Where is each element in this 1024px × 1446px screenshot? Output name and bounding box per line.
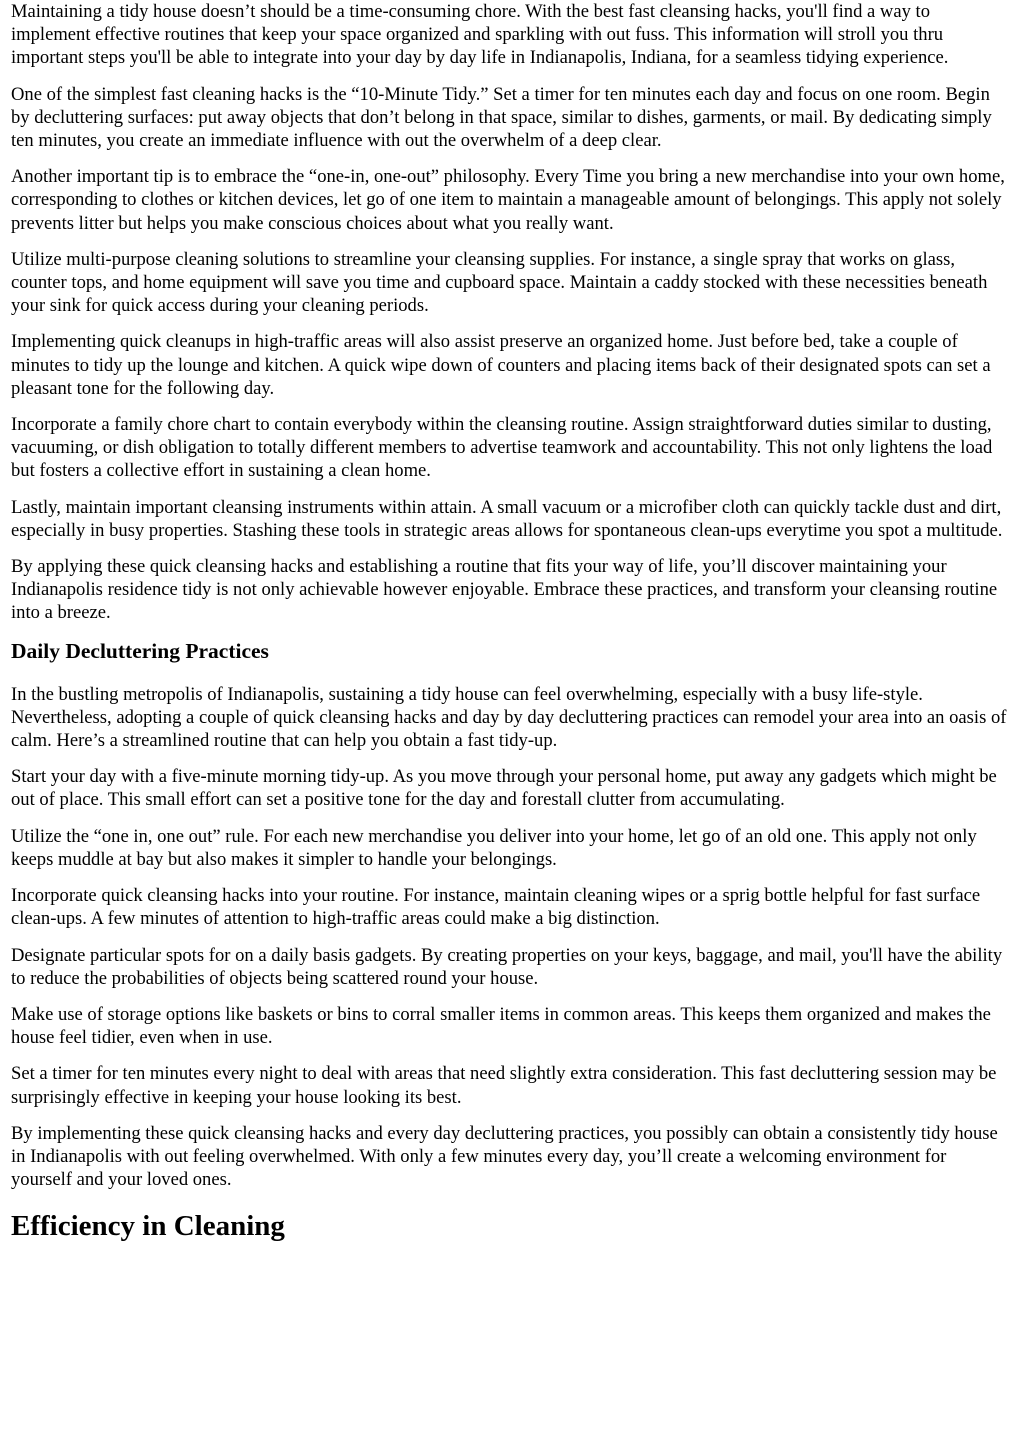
section-paragraph-4: Incorporate quick cleansing hacks into your routine. For instance, maintain cleaning wipes or a sprig bottle helpful for fast surface clean-ups. A few minutes of attention to high-traffic areas could make a big distinction. — [11, 885, 981, 930]
section-paragraph-6: Make use of storage options like baskets or bins to corral smaller items in common areas. This keeps them organized and makes the house feel tidier, even when in use. — [11, 1003, 991, 1049]
section-paragraph-2: Start your day with a five-minute morning tidy-up. As you move through your personal home, put away any gadgets which might be out of place. This small effort can set a positive tone for the day and forestall clutter from accumulating. — [11, 766, 997, 811]
intro-paragraph-2: One of the simplest fast cleaning hacks is the “10-Minute Tidy.” Set a timer for ten minutes each day and focus on one room. Begin by decluttering surfaces: put away objects that don’t belong in that space, similar to dishes, garments, or mail. By dedicating simply ten minutes, you create an immediate influence with out the overwhelm of a deep clear. — [11, 83, 992, 152]
article-body — [11, 0, 1011, 1243]
intro-paragraph-3: Another important tip is to embrace the “one-in, one-out” philosophy. Every Time you bring a new merchandise into your own home, corresponding to clothes or kitchen devices, let go of one item to maintain a manageable amount of belongings. This apply not solely prevents litter but helps you make conscious choices about what you really want. — [11, 166, 1005, 234]
section-paragraph-3: Utilize the “one in, one out” rule. For each new merchandise you deliver into your home, let go of an old one. This apply not only keeps muddle at bay but also makes it simpler to handle your belongings. — [11, 825, 977, 870]
section-heading: Daily Decluttering Practices — [11, 638, 269, 663]
intro-paragraph-5: Implementing quick cleanups in high-traffic areas will also assist preserve an organized home. Just before bed, take a couple of minutes to tidy up the lounge and kitchen. A quick wipe down of counters and placing items back of their designated spots can set a pleasant tone for the following day. — [11, 331, 991, 399]
intro-paragraph-8: By applying these quick cleansing hacks and establishing a routine that fits your way of life, you’ll discover maintaining your Indianapolis residence tidy is not only achievable however enjoyable. Embrace these practices, and transform your cleansing routine into a breeze. — [11, 556, 998, 624]
section-paragraph-8: By implementing these quick cleansing hacks and every day decluttering practices, you possibly can obtain a consistently tidy house in Indianapolis with out feeling overwhelmed. With only a few minutes every day, you’ll create a welcoming environment for yourself and your loved ones. — [11, 1122, 998, 1191]
section-paragraph-7: Set a timer for ten minutes every night to deal with areas that need slightly extra consideration. This fast decluttering session may be surprisingly effective in keeping your house looking its best. — [11, 1063, 997, 1108]
section-paragraph-1: In the bustling metropolis of Indianapolis, sustaining a tidy house can feel overwhelming, especially with a busy life-style. Nevertheless, adopting a couple of quick cleansing hacks and day by day decluttering practices can remodel your area into an oasis of calm. Here’s a streamlined routine that can help you obtain a fast tidy-up. — [11, 683, 1007, 752]
intro-paragraph-4: Utilize multi-purpose cleaning solutions to streamline your cleansing supplies. For instance, a single spray that works on glass, counter tops, and home equipment will save you time and cupboard space. Maintain a caddy stocked with these necessities beneath your sink for quick access during your cleaning periods. — [11, 248, 988, 317]
section-paragraph-5: Designate particular spots for on a daily basis gadgets. By creating properties on your keys, baggage, and mail, you'll have the ability to reduce the probabilities of objects being scattered round your house. — [11, 944, 1003, 989]
intro-paragraph-7: Lastly, maintain important cleansing instruments within attain. A small vacuum or a microfiber cloth can quickly tackle dust and dirt, especially in busy properties. Stashing these tools in strategic areas allows for spontaneous clean-ups everytime you spot a multitude. — [11, 496, 1003, 541]
intro-paragraph-1: Maintaining a tidy house doesn’t should be a time-consuming chore. With the best fast cleansing hacks, you'll find a way to implement effective routines that keep your space organized and sparkling with out fuss. This information will stroll you thru important steps you'll be able to integrate into your day by day life in Indianapolis, Indiana, for a seamless tidying experience. — [11, 1, 949, 69]
intro-paragraph-6: Incorporate a family chore chart to contain everybody within the cleansing routine. Assign straightforward duties similar to dusting, vacuuming, or dish obligation to totally different members to advertise teamwork and accountability. This not only lightens the load but fosters a collective effort in sustaining a clean home. — [11, 414, 993, 482]
next-section-heading: Efficiency in Cleaning — [11, 1210, 285, 1243]
